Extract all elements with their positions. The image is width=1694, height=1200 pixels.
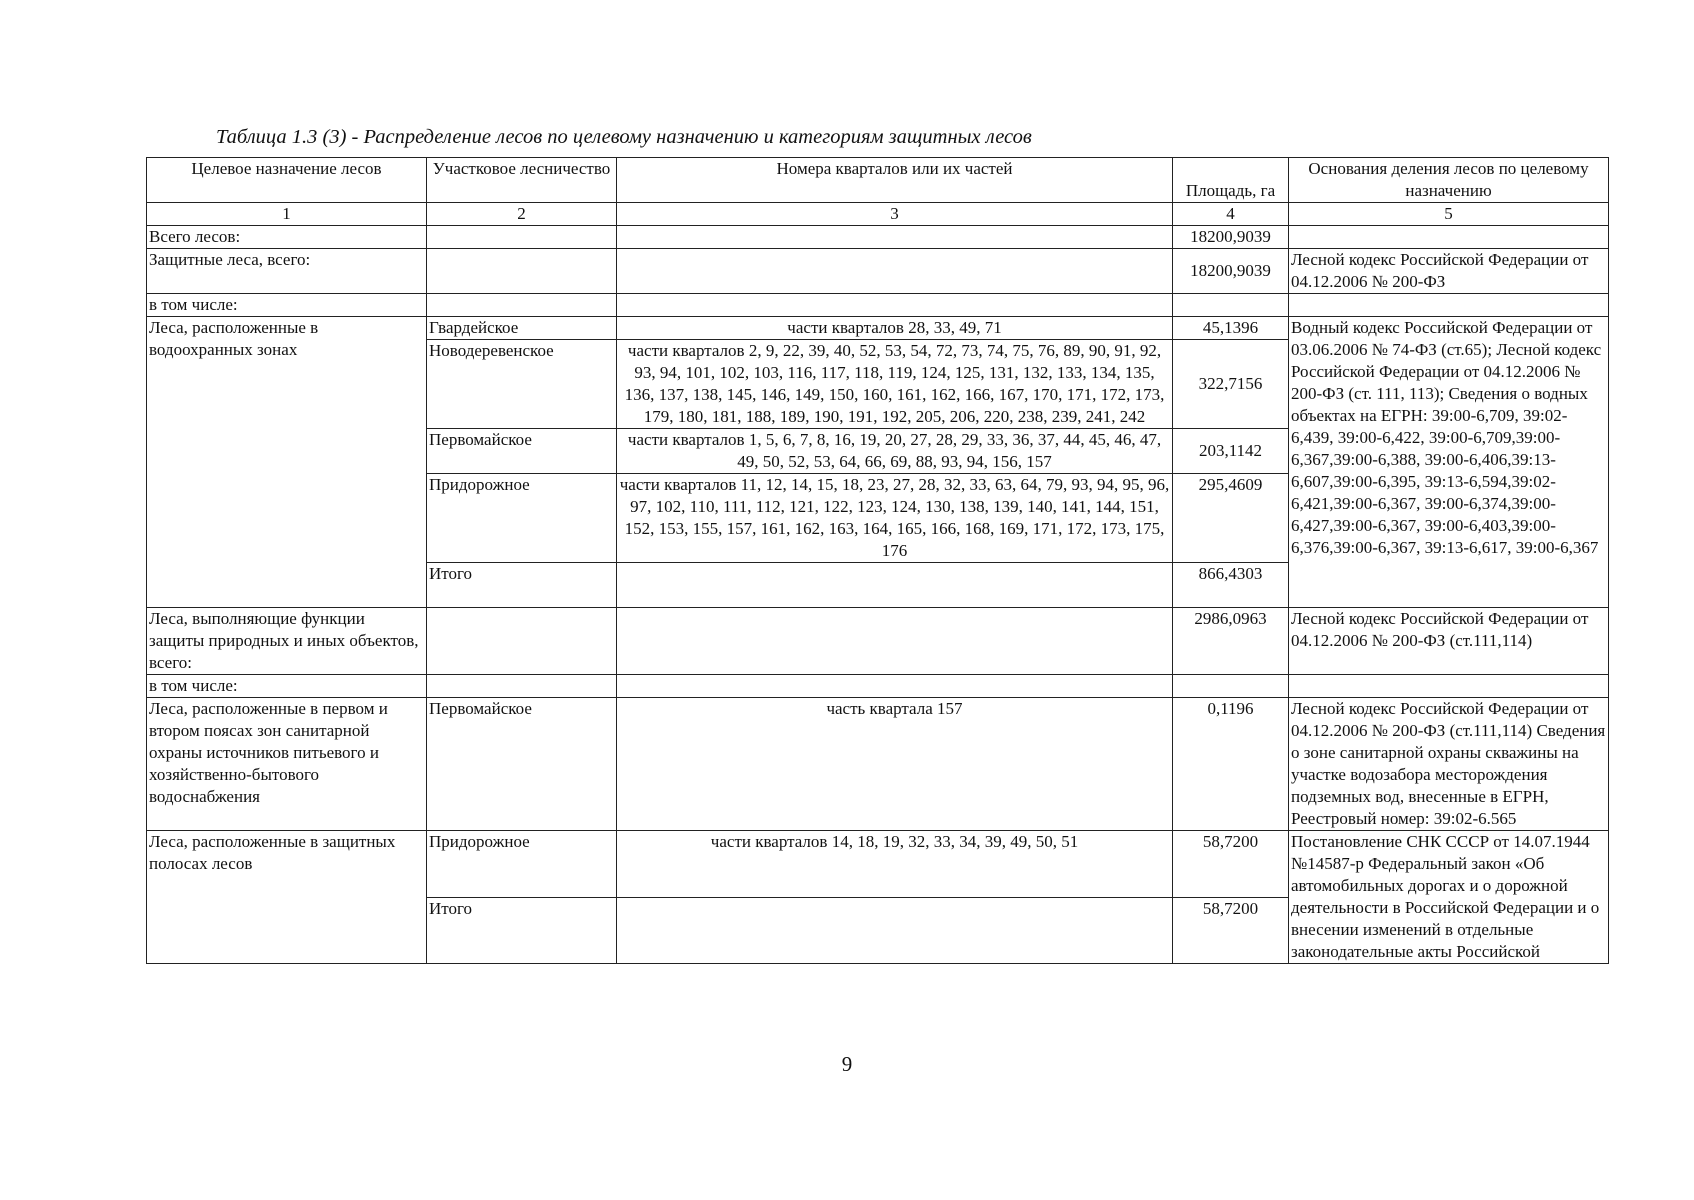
column-number: 3 bbox=[617, 203, 1173, 226]
row-label: Леса, расположенные в защитных полосах лесов bbox=[147, 831, 427, 964]
area-value: 2986,0963 bbox=[1173, 608, 1289, 675]
table-row bbox=[147, 249, 1609, 294]
quarters-list: части кварталов 1, 5, 6, 7, 8, 16, 19, 20, 27, 28, 29, 33, 36, 37, 44, 45, 46, 47, 49, 50, 52, 53, 64, 66, 69, 88, 93, 94, 156, 157 bbox=[617, 429, 1173, 474]
column-number: 2 bbox=[427, 203, 617, 226]
row-label: в том числе: bbox=[147, 294, 427, 317]
table-row bbox=[147, 294, 1609, 317]
quarters-list: части кварталов 11, 12, 14, 15, 18, 23, 27, 28, 32, 33, 63, 64, 79, 93, 94, 95, 96, 97, 102, 110, 111, 112, 121, 122, 123, 124, 130, 138, 139, 140, 141, 144, 151, 152, 153, 155, 157, 161, 162, 163, 164, 165, 166, 168, 169, 171, 172, 173, 175, 176 bbox=[617, 474, 1173, 563]
quarters-list bbox=[617, 897, 1173, 964]
basis-text: Лесной кодекс Российской Федерации от 04.12.2006 № 200-ФЗ bbox=[1289, 249, 1609, 294]
table-row bbox=[147, 317, 1609, 340]
header-area: Площадь, га bbox=[1173, 158, 1289, 203]
row-label: Всего лесов: bbox=[147, 226, 427, 249]
forestry-name: Итого bbox=[427, 897, 617, 964]
column-number: 1 bbox=[147, 203, 427, 226]
table-row bbox=[147, 226, 1609, 249]
area-value: 45,1396 bbox=[1173, 317, 1289, 340]
row-label: Леса, расположенные в первом и втором поясах зон санитарной охраны источников питьевого и хозяйственно-бытового водоснабжения bbox=[147, 698, 427, 831]
forestry-name: Придорожное bbox=[427, 831, 617, 898]
header-quarters: Номера кварталов или их частей bbox=[617, 158, 1173, 203]
forestry-name: Придорожное bbox=[427, 474, 617, 563]
basis-text: Лесной кодекс Российской Федерации от 04.12.2006 № 200-ФЗ (ст.111,114) bbox=[1289, 608, 1609, 675]
table-row bbox=[147, 831, 1609, 898]
column-number: 4 bbox=[1173, 203, 1289, 226]
forestry-name: Первомайское bbox=[427, 429, 617, 474]
quarters-list: части кварталов 14, 18, 19, 32, 33, 34, 39, 49, 50, 51 bbox=[617, 831, 1173, 898]
row-label: Леса, выполняющие функции защиты природных и иных объектов, всего: bbox=[147, 608, 427, 675]
row-label: Леса, расположенные в водоохранных зонах bbox=[147, 317, 427, 608]
forestry-name: Итого bbox=[427, 563, 617, 608]
page-number: 9 bbox=[841, 1052, 853, 1076]
forest-distribution-table bbox=[146, 157, 1609, 964]
basis-text: Лесной кодекс Российской Федерации от 04.12.2006 № 200-ФЗ (ст.111,114) Сведения о зоне санитарной охраны скважины на участке водозабора месторождения подземных вод, внесенные в ЕГРН, Реестровый номер: 39:02-6.565 bbox=[1289, 698, 1609, 831]
header-row bbox=[147, 158, 1609, 203]
table-row bbox=[147, 608, 1609, 675]
area-value: 58,7200 bbox=[1173, 831, 1289, 898]
table-caption: Таблица 1.3 (3) - Распределение лесов по целевому назначению и категориям защитных лесов bbox=[216, 126, 1032, 148]
forestry-name: Гвардейское bbox=[427, 317, 617, 340]
column-numbers-row bbox=[147, 203, 1609, 226]
area-value: 18200,9039 bbox=[1173, 249, 1289, 294]
area-value: 203,1142 bbox=[1173, 429, 1289, 474]
header-basis: Основания деления лесов по целевому назначению bbox=[1289, 158, 1609, 203]
quarters-list: части кварталов 2, 9, 22, 39, 40, 52, 53, 54, 72, 73, 74, 75, 76, 89, 90, 91, 92, 93, 94, 101, 102, 103, 116, 117, 118, 119, 124, 125, 131, 132, 133, 134, 135, 136, 137, 138, 145, 146, 149, 150, 160, 161, 162, 166, 167, 170, 171, 172, 173, 179, 180, 181, 188, 189, 190, 191, 192, 205, 206, 220, 238, 239, 241, 242 bbox=[617, 340, 1173, 429]
row-label: Защитные леса, всего: bbox=[147, 249, 427, 294]
quarters-list: части кварталов 28, 33, 49, 71 bbox=[617, 317, 1173, 340]
column-number: 5 bbox=[1289, 203, 1609, 226]
forestry-name: Первомайское bbox=[427, 698, 617, 831]
area-value: 18200,9039 bbox=[1173, 226, 1289, 249]
quarters-list: часть квартала 157 bbox=[617, 698, 1173, 831]
area-value: 322,7156 bbox=[1173, 340, 1289, 429]
quarters-list bbox=[617, 563, 1173, 608]
area-value: 0,1196 bbox=[1173, 698, 1289, 831]
area-value: 58,7200 bbox=[1173, 897, 1289, 964]
area-value: 866,4303 bbox=[1173, 563, 1289, 608]
forestry-name: Новодеревенское bbox=[427, 340, 617, 429]
basis-text: Постановление СНК СССР от 14.07.1944 №14587-р Федеральный закон «Об автомобильных дорогах и о дорожной деятельности в Российской Федерации и о внесении изменений в отдельные законодательные акты Российской bbox=[1289, 831, 1609, 964]
row-label: в том числе: bbox=[147, 675, 427, 698]
basis-text: Водный кодекс Российской Федерации от 03.06.2006 № 74-ФЗ (ст.65); Лесной кодекс Российской Федерации от 04.12.2006 № 200-ФЗ (ст. 111, 113); Сведения о водных объектах на ЕГРН: 39:00-6,709, 39:02-6,439, 39:00-6,422, 39:00-6,709,39:00-6,367,39:00-6,388, 39:00-6,406,39:13-6,607,39:00-6,395, 39:13-6,594,39:02-6,421,39:00-6,367, 39:00-6,374,39:00-6,427,39:00-6,367, 39:00-6,403,39:00-6,376,39:00-6,367, 39:13-6,617, 39:00-6,367 bbox=[1289, 317, 1609, 608]
header-purpose: Целевое назначение лесов bbox=[147, 158, 427, 203]
table-row bbox=[147, 698, 1609, 831]
table-row bbox=[147, 675, 1609, 698]
header-forestry: Участковое лесничество bbox=[427, 158, 617, 203]
area-value: 295,4609 bbox=[1173, 474, 1289, 563]
